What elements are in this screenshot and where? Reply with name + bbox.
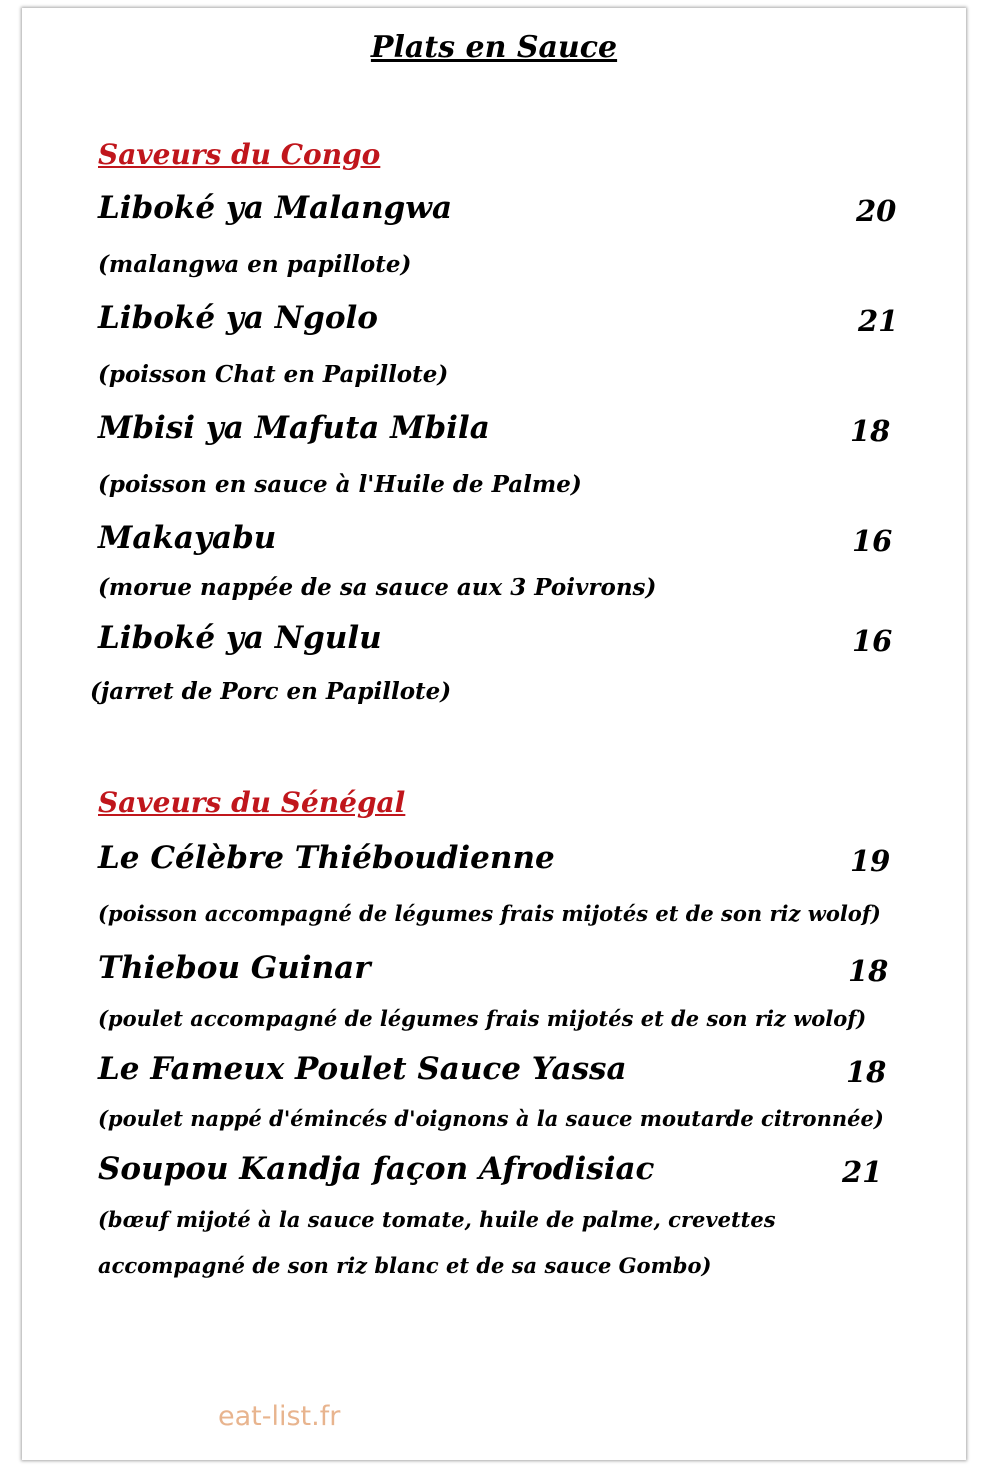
section-heading-senegal: Saveurs du Sénégal (98, 786, 406, 819)
dish-price: 16 (852, 524, 893, 558)
dish-name: Soupou Kandja façon Afrodisiac (98, 1151, 655, 1187)
dish-description: (poisson en sauce à l'Huile de Palme) (98, 471, 582, 498)
dish-name: Le Célèbre Thiéboudienne (98, 840, 555, 876)
dish-description: (poisson accompagné de légumes frais mijotés et de son riz wolof) (98, 901, 881, 926)
dish-price: 16 (852, 624, 893, 658)
dish-name: Thiebou Guinar (98, 950, 371, 986)
page-title: Plats en Sauce (370, 30, 618, 65)
dish-price: 18 (850, 414, 891, 448)
dish-description: (poulet nappé d'émincés d'oignons à la sauce moutarde citronnée) (98, 1106, 884, 1131)
menu-page (22, 8, 966, 1460)
dish-price: 18 (846, 1055, 887, 1089)
dish-price: 20 (856, 194, 897, 228)
dish-price: 21 (842, 1155, 883, 1189)
dish-price: 18 (848, 954, 889, 988)
dish-price: 21 (858, 304, 899, 338)
dish-description: (bœuf mijoté à la sauce tomate, huile de palme, crevettes (98, 1207, 776, 1232)
dish-description: accompagné de son riz blanc et de sa sauce Gombo) (98, 1253, 712, 1278)
dish-description: (morue nappée de sa sauce aux 3 Poivrons) (98, 574, 657, 601)
dish-description: (jarret de Porc en Papillote) (90, 678, 452, 705)
section-heading-congo: Saveurs du Congo (98, 138, 381, 171)
dish-name: Makayabu (98, 520, 277, 556)
dish-name: Liboké ya Ngulu (98, 620, 382, 656)
dish-name: Le Fameux Poulet Sauce Yassa (98, 1051, 627, 1087)
dish-description: (poulet accompagné de légumes frais mijotés et de son riz wolof) (98, 1006, 867, 1031)
dish-description: (poisson Chat en Papillote) (98, 361, 449, 388)
dish-description: (malangwa en papillote) (98, 251, 412, 278)
dish-name: Liboké ya Malangwa (98, 190, 453, 226)
dish-name: Mbisi ya Mafuta Mbila (98, 410, 490, 446)
dish-price: 19 (850, 844, 891, 878)
dish-name: Liboké ya Ngolo (98, 300, 378, 336)
watermark: eat-list.fr (218, 1401, 341, 1432)
